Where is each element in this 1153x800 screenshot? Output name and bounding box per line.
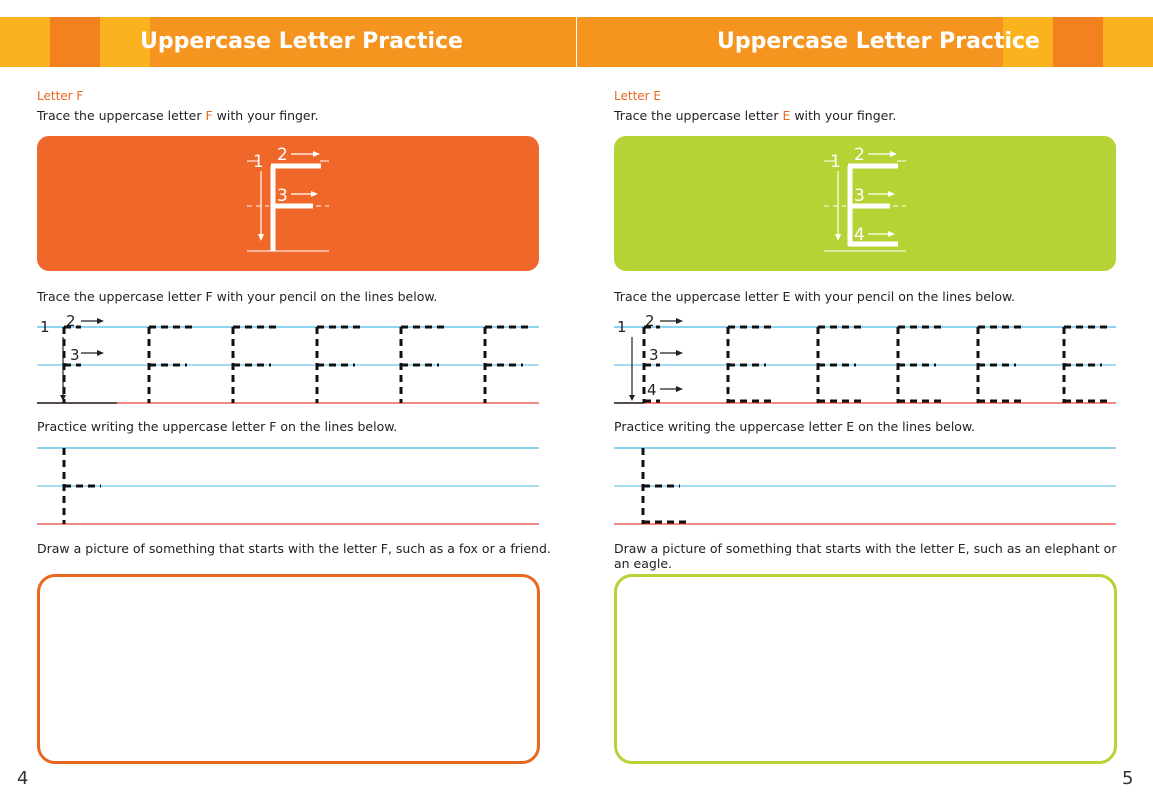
- stroke-number: 3: [277, 186, 288, 206]
- stroke-number: 1: [253, 152, 264, 172]
- draw-instruction: Draw a picture of something that starts with the letter E, such as an elephant or an eagle.: [614, 541, 1117, 571]
- trace-pencil-instruction: Trace the uppercase letter F with your pencil on the lines below.: [37, 289, 438, 304]
- practice-instruction: Practice writing the uppercase letter F on the lines below.: [37, 419, 398, 434]
- stroke-number: 1: [830, 152, 841, 172]
- stroke-number: 1: [40, 318, 50, 336]
- letter-heading: Letter E: [614, 89, 661, 103]
- page-title: Uppercase Letter Practice: [140, 29, 463, 54]
- drawing-area[interactable]: [37, 574, 540, 764]
- practice-instruction: Practice writing the uppercase letter E on the lines below.: [614, 419, 975, 434]
- pencil-trace-row[interactable]: [614, 315, 1116, 410]
- finger-trace-panel[interactable]: [614, 136, 1116, 271]
- pencil-trace-row[interactable]: [37, 315, 539, 410]
- title-banner: [577, 17, 1153, 67]
- drawing-area[interactable]: [614, 574, 1117, 764]
- draw-instruction: Draw a picture of something that starts with the letter F, such as a fox or a friend.: [37, 541, 551, 556]
- stroke-number: 2: [66, 315, 76, 330]
- page-number: 5: [1122, 768, 1134, 789]
- stroke-number: 4: [854, 225, 865, 245]
- letter-e-demo: [614, 136, 1116, 271]
- trace-pencil-instruction: Trace the uppercase letter E with your pencil on the lines below.: [614, 289, 1016, 304]
- highlight-letter: F: [205, 108, 213, 123]
- left-page: [0, 0, 576, 800]
- stroke-number: 2: [277, 145, 288, 165]
- practice-lines: [614, 438, 1116, 530]
- finger-trace-panel[interactable]: [37, 136, 539, 271]
- stroke-number: 1: [617, 318, 627, 336]
- title-banner: [0, 17, 576, 67]
- trace-finger-instruction: Trace the uppercase letter E with your finger.: [614, 108, 897, 123]
- letter-f-demo: [37, 136, 539, 271]
- practice-lines: [37, 438, 539, 530]
- stroke-number: 2: [854, 145, 865, 165]
- page-number: 4: [17, 768, 29, 789]
- stroke-number: 3: [70, 346, 80, 364]
- stroke-number: 3: [649, 346, 659, 364]
- letter-heading: Letter F: [37, 89, 84, 103]
- practice-row[interactable]: [614, 438, 1116, 530]
- stroke-number: 4: [647, 381, 657, 399]
- trace-lines: [37, 315, 539, 410]
- trace-finger-instruction: Trace the uppercase letter F with your finger.: [37, 108, 319, 123]
- stroke-number: 3: [854, 186, 865, 206]
- stroke-number: 2: [645, 315, 655, 330]
- highlight-letter: E: [782, 108, 791, 123]
- right-page: [577, 0, 1153, 800]
- page-title: Uppercase Letter Practice: [717, 29, 1040, 54]
- practice-row[interactable]: [37, 438, 539, 530]
- trace-lines: [614, 315, 1116, 410]
